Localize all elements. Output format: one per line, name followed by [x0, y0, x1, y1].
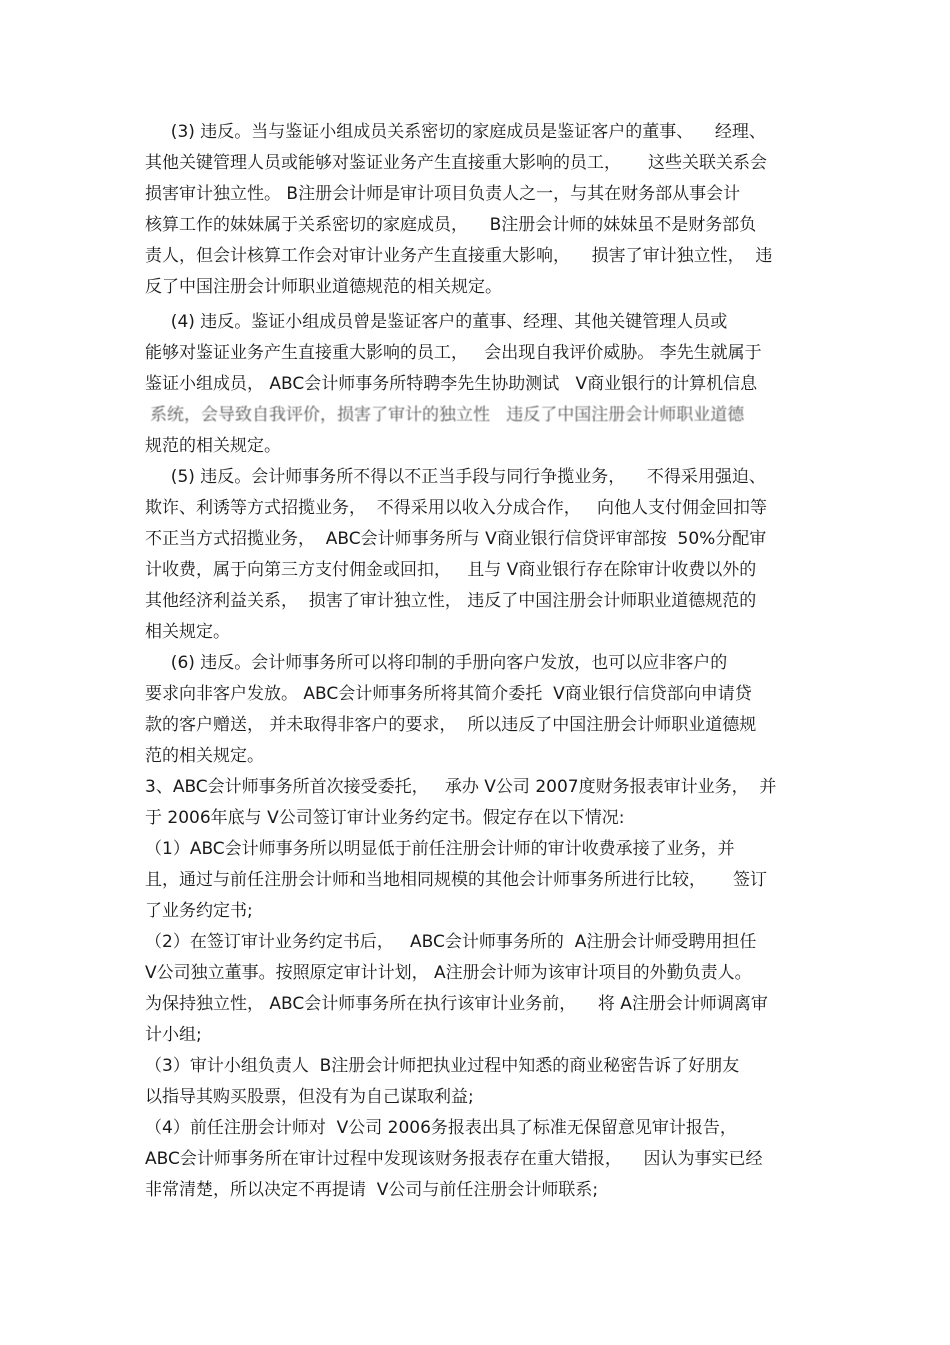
text-line: 欺诈、利诱等方式招揽业务， 不得采用以收入分成合作， 向他人支付佣金回扣等: [145, 498, 768, 518]
text-line: 款的客户赠送， 并未取得非客户的要求， 所以违反了中国注册会计师职业道德规: [145, 715, 757, 735]
text-line: 规范的相关规定。: [145, 436, 281, 456]
text-line: 能够对鉴证业务产生直接重大影响的员工， 会出现自我评价威胁。 李先生就属于: [145, 343, 762, 363]
text-line: 于 2006年底与 V公司签订审计业务约定书。假定存在以下情况:: [145, 808, 625, 828]
text-line: 非常清楚，所以决定不再提请 V公司与前任注册会计师联系;: [145, 1180, 599, 1200]
text-line: 其他经济利益关系， 损害了审计独立性， 违反了中国注册会计师职业道德规范的: [145, 591, 757, 611]
text-line: (4) 违反。鉴证小组成员曾是鉴证客户的董事、经理、其他关键管理人员或: [160, 312, 728, 332]
text-line: 计小组;: [145, 1025, 202, 1045]
text-line: (5) 违反。会计师事务所不得以不正当手段与同行争揽业务， 不得采用强迫、: [160, 467, 766, 487]
text-line: 要求向非客户发放。 ABC会计师事务所将其简介委托 V商业银行信贷部向申请贷: [145, 684, 752, 704]
text-line: 鉴证小组成员， ABC会计师事务所特聘李先生协助测试 V商业银行的计算机信息: [145, 374, 758, 394]
text-line: （2）在签订审计业务约定书后， ABC会计师事务所的 A注册会计师受聘用担任: [145, 932, 757, 952]
text-line: 不正当方式招揽业务， ABC会计师事务所与 V商业银行信贷评审部按 50%分配审: [145, 529, 767, 549]
text-line: 了业务约定书;: [145, 901, 253, 921]
text-line: ABC会计师事务所在审计过程中发现该财务报表存在重大错报， 因认为事实已经: [145, 1149, 763, 1169]
text-line: (6) 违反。会计师事务所可以将印制的手册向客户发放，也可以应非客户的: [160, 653, 728, 673]
text-line: 其他关键管理人员或能够对鉴证业务产生直接重大影响的员工， 这些关联关系会: [145, 153, 768, 173]
text-line: 核算工作的妹妹属于关系密切的家庭成员， B注册会计师的妹妹虽不是财务部负: [145, 215, 757, 235]
text-line: 相关规定。: [145, 622, 230, 642]
text-line: 责人，但会计核算工作会对审计业务产生直接重大影响， 损害了审计独立性， 违: [145, 246, 773, 266]
text-line: 损害审计独立性。 B注册会计师是审计项目负责人之一，与其在财务部从事会计: [145, 184, 741, 204]
text-line: (3) 违反。当与鉴证小组成员关系密切的家庭成员是鉴证客户的董事、 经理、: [160, 122, 766, 142]
text-line: 3、ABC会计师事务所首次接受委托， 承办 V公司 2007度财务报表审计业务， 并: [145, 777, 777, 797]
text-line: 范的相关规定。: [145, 746, 264, 766]
text-line: 为保持独立性， ABC会计师事务所在执行该审计业务前， 将 A注册会计师调离审: [145, 994, 768, 1014]
text-line: V公司独立董事。按照原定审计计划， A注册会计师为该审计项目的外勤负责人。: [145, 963, 752, 983]
text-line: （1）ABC会计师事务所以明显低于前任注册会计师的审计收费承接了业务，并: [145, 839, 735, 859]
text-line: 计收费，属于向第三方支付佣金或回扣， 且与 V商业银行存在除审计收费以外的: [145, 560, 757, 580]
text-line: 反了中国注册会计师职业道德规范的相关规定。: [145, 277, 502, 297]
text-line: 以指导其购买股票，但没有为自己谋取利益;: [145, 1087, 474, 1107]
text-line: （3）审计小组负责人 B注册会计师把执业过程中知悉的商业秘密告诉了好朋友: [145, 1056, 740, 1076]
text-line-blurred: 系统，会导致自我评价，损害了审计的独立性 违反了中国注册会计师职业道德: [150, 405, 745, 425]
text-line: （4）前任注册会计师对 V公司 2006务报表出具了标准无保留意见审计报告，: [145, 1118, 737, 1138]
text-line: 且，通过与前任注册会计师和当地相同规模的其他会计师事务所进行比较， 签订: [145, 870, 768, 890]
